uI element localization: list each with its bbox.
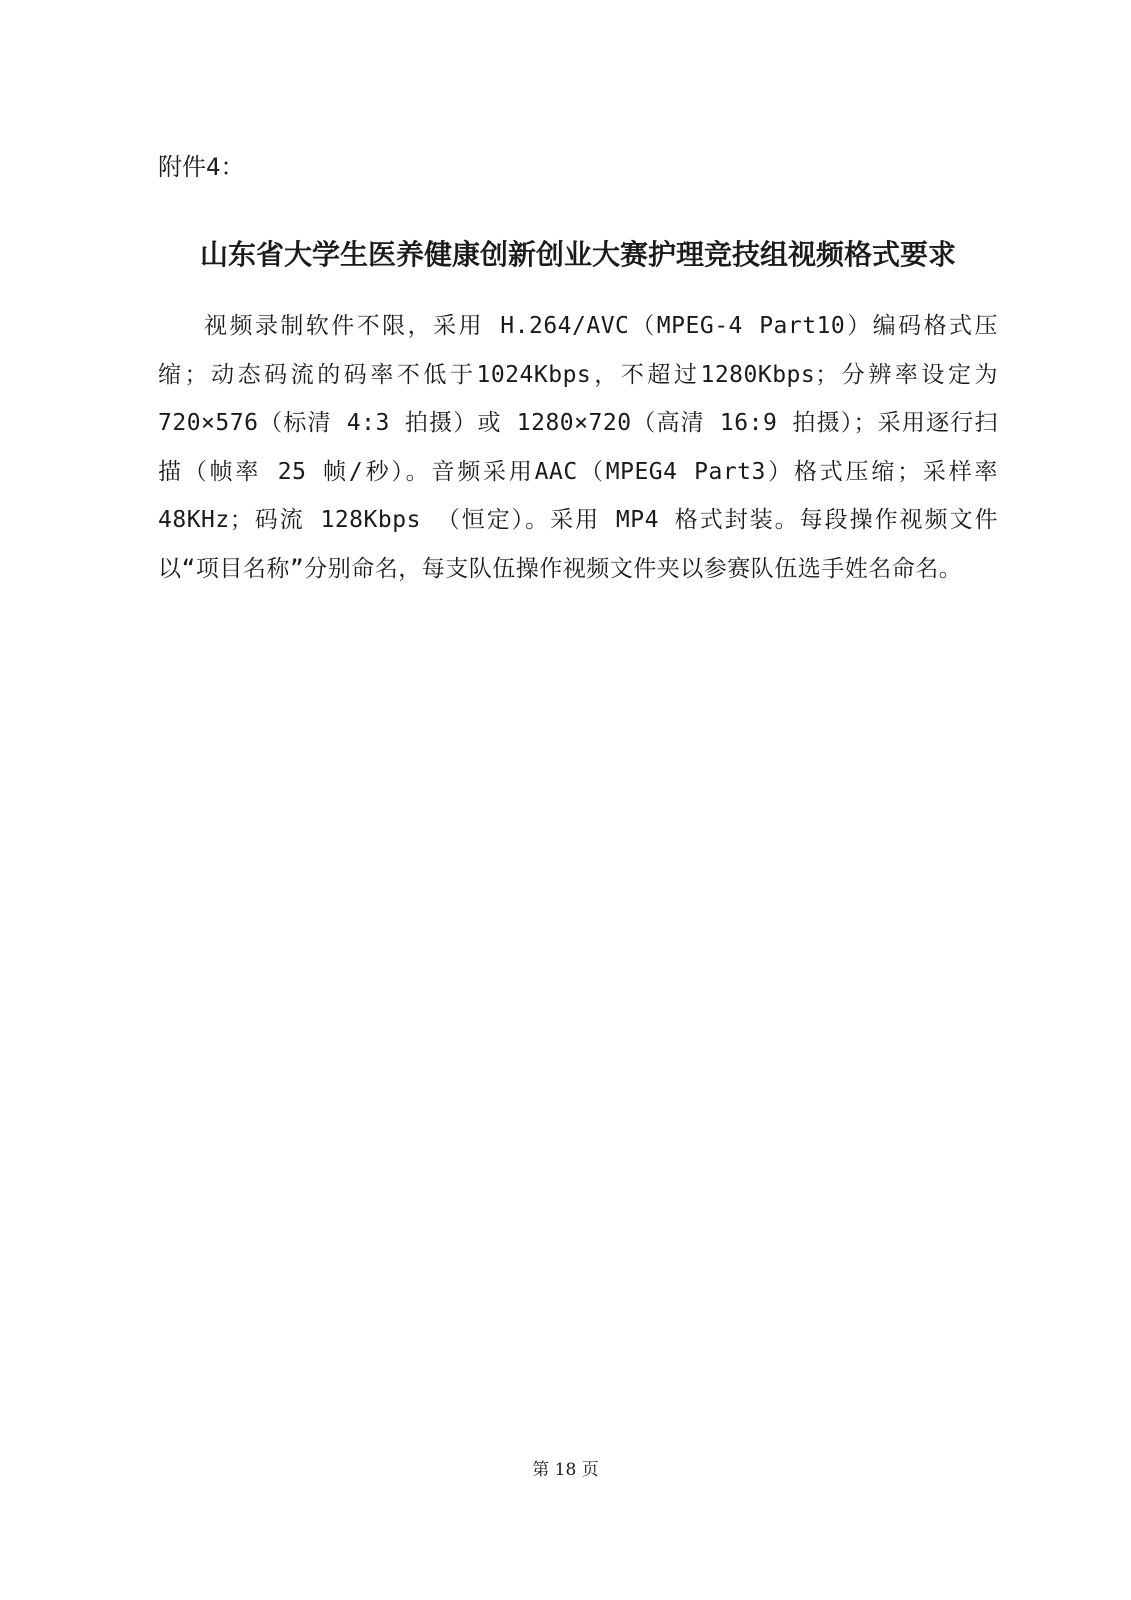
attachment-label: 附件4： [158, 153, 245, 181]
body-paragraph: 视频录制软件不限，采用 H.264/AVC（MPEG-4 Part10）编码格式压缩；动态码流的码率不低于1024Kbps，不超过1280Kbps；分辨率设定为720×576（标清 4:3 拍摄）或 1280×720（高清 16:9 拍摄）；采用逐行扫描（帧率 25 帧/秒）。音频采用AAC（MPEG4 Part3）格式压缩；采样率 48KHz；码流 128Kbps （恒定）。采用 MP4 格式封装。每段操作视频文件以“项目名称”分别命名，每支队伍操作视频文件夹以参赛队伍选手姓名命名。 [158, 313, 998, 582]
page-number: 第 18 页 [532, 1460, 599, 1480]
document-title: 山东省大学生医养健康创新创业大赛护理竞技组视频格式要求 [199, 238, 956, 271]
